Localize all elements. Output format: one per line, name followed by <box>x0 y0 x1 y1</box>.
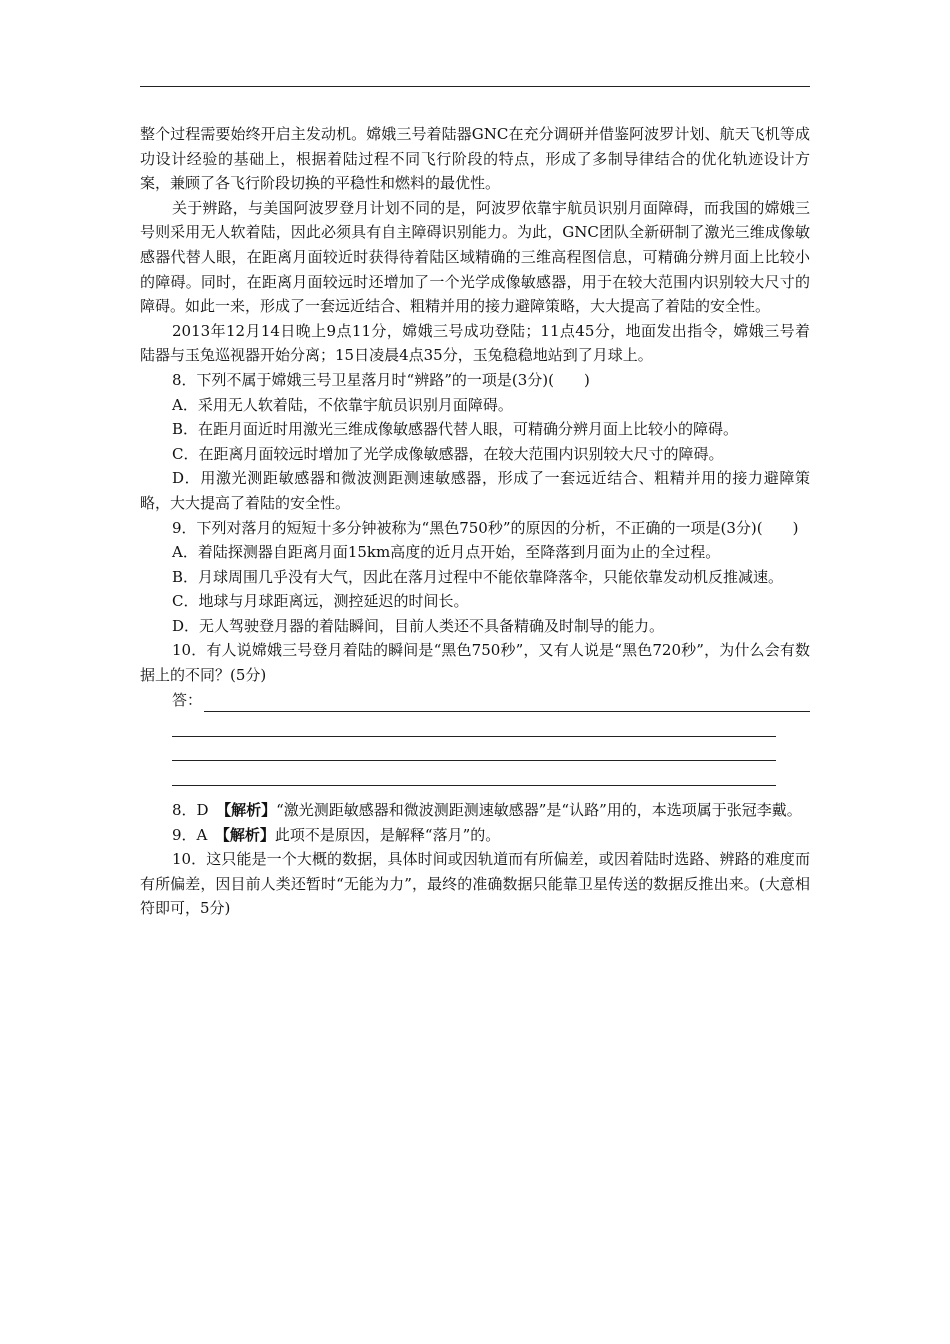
solution-9-text: 此项不是原因，是解释“落月”的。 <box>274 825 501 844</box>
solution-8-tag: 【解析】 <box>223 801 277 820</box>
answer-line-2[interactable] <box>172 712 776 737</box>
question-8-option-a: A．采用无人软着陆，不依靠宇航员识别月面障碍。 <box>172 395 513 414</box>
answer-label: 答： <box>172 690 203 709</box>
answer-line-4[interactable] <box>172 761 776 786</box>
question-9-option-b: B．月球周围几乎没有大气，因此在落月过程中不能依靠降落伞，只能依靠发动机反推减速。 <box>172 567 784 586</box>
question-8-stem: 8．下列不属于嫦娥三号卫星落月时“辨路”的一项是(3分)( ) <box>172 370 590 389</box>
question-8-option-c: C．在距离月面较远时增加了光学成像敏感器，在较大范围内识别较大尺寸的障碍。 <box>172 444 724 463</box>
passage-paragraph-2: 关于辨路，与美国阿波罗登月计划不同的是，阿波罗依靠宇航员识别月面障碍，而我国的嫦娥三号则采用无人软着陆，因此必须具有自主障碍识别能力。为此，GNC团队全新研制了激光三维成像敏感器代替人眼，在距离月面较近时获得待着陆区域精确的三维高程图信息，可精确分辨月面上比较小的障碍。同时，在距离月面较远时还增加了一个光学成像敏感器，用于在较大范围内识别较大尺寸的障碍。如此一来，形成了一套远近结合、粗精并用的接力避障策略，大大提高了着陆的安全性。 <box>140 198 810 316</box>
answer-line-1[interactable] <box>172 688 810 713</box>
document-body <box>140 122 810 921</box>
solution-8-text: “激光测距敏感器和微波测距测速敏感器”是“认路”用的，本选项属于张冠李戴。 <box>276 801 802 820</box>
solution-9 <box>140 823 810 848</box>
solution-8-prefix: 8．D <box>172 801 224 820</box>
solution-9-tag: 【解析】 <box>222 825 275 844</box>
question-9-option-c: C．地球与月球距离远，测控延迟的时间长。 <box>172 592 469 611</box>
solution-8 <box>140 798 810 823</box>
question-8-option-d: D．用激光测距敏感器和微波测距测速敏感器，形成了一套远近结合、粗精并用的接力避障策略，大大提高了着陆的安全性。 <box>140 469 810 512</box>
question-10-stem: 10．有人说嫦娥三号登月着陆的瞬间是“黑色750秒”，又有人说是“黑色720秒”，为什么会有数据上的不同？(5分) <box>140 641 810 685</box>
answer-line-3[interactable] <box>172 737 776 762</box>
question-8-option-b: B．在距月面近时用激光三维成像敏感器代替人眼，可精确分辨月面上比较小的障碍。 <box>172 420 739 439</box>
answer-rule-1 <box>204 693 810 712</box>
passage-paragraph-1: 整个过程需要始终开启主发动机。嫦娥三号着陆器GNC在充分调研并借鉴阿波罗计划、航天飞机等成功设计经验的基础上，根据着陆过程不同飞行阶段的特点，形成了多制导律结合的优化轨迹设计方案，兼顾了各飞行阶段切换的平稳性和燃料的最优性。 <box>140 125 810 193</box>
section-gap <box>140 786 810 798</box>
header-rule <box>140 86 810 87</box>
question-9-option-a: A．着陆探测器自距离月面15km高度的近月点开始，至降落到月面为止的全过程。 <box>172 543 721 562</box>
question-9-stem: 9．下列对落月的短短十多分钟被称为“黑色750秒”的原因的分析，不正确的一项是(3分)( ) <box>172 518 799 537</box>
solution-9-prefix: 9．A <box>172 825 223 844</box>
question-9-option-d: D．无人驾驶登月器的着陆瞬间，目前人类还不具备精确及时制导的能力。 <box>172 616 665 635</box>
solution-10: 10．这只能是一个大概的数据，具体时间或因轨道而有所偏差，或因着陆时选路、辨路的难度而有所偏差，因目前人类还暂时“无能为力”，最终的准确数据只能靠卫星传送的数据反推出来。(大意相符即可，5分) <box>140 850 810 918</box>
answer-area[interactable] <box>172 688 810 786</box>
passage-paragraph-3: 2013年12月14日晚上9点11分，嫦娥三号成功登陆；11点45分，地面发出指令，嫦娥三号着陆器与玉兔巡视器开始分离；15日凌晨4点35分，玉兔稳稳地站到了月球上。 <box>140 321 810 365</box>
